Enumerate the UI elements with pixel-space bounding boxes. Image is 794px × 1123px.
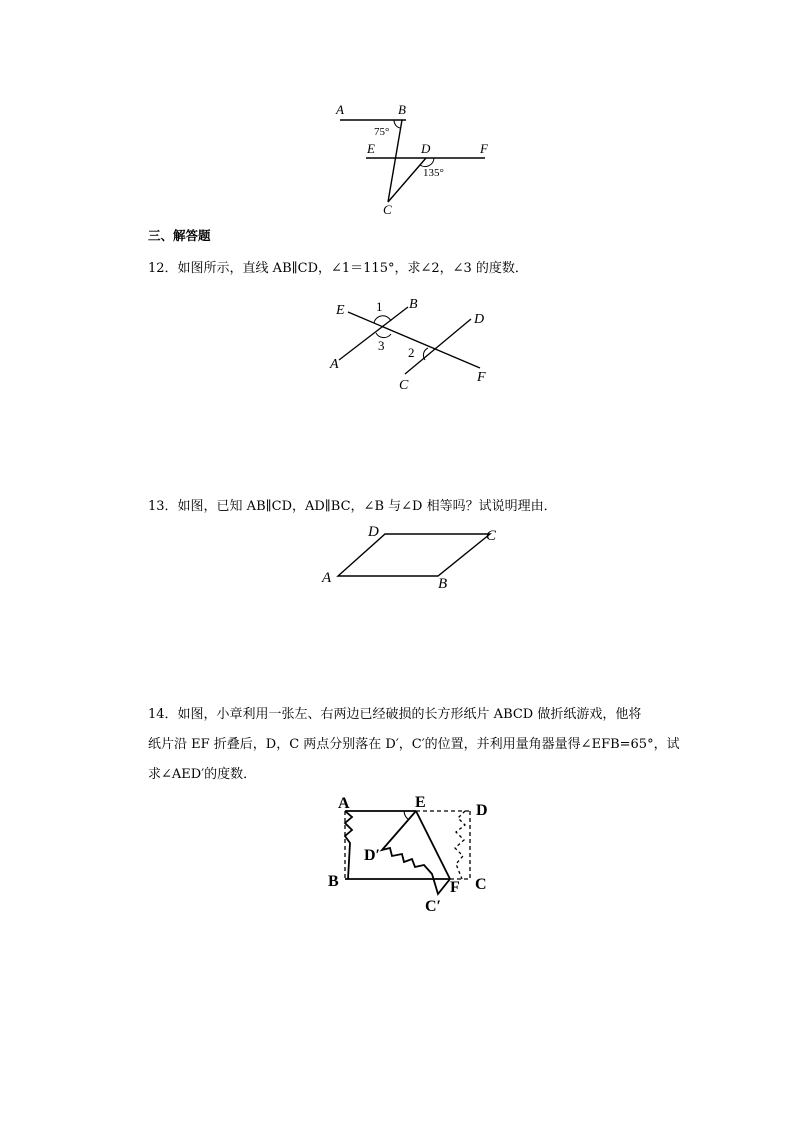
label-f: F — [480, 141, 488, 156]
fold-line-ef — [416, 811, 450, 879]
label-e-q14: E — [415, 794, 426, 811]
label-d-q13: D — [368, 524, 379, 540]
label-d-q12: D — [474, 312, 485, 327]
label-e-q12: E — [336, 303, 345, 318]
angle-arc-b — [394, 120, 400, 128]
folded-flap — [382, 811, 450, 894]
torn-edge-right — [455, 811, 465, 879]
q14-line-3: 求∠AED′的度数． — [148, 767, 257, 782]
label-e: E — [367, 141, 375, 156]
q14-line-1: 14．如图，小章利用一张左、右两边已经破损的长方形纸片 ABCD 做折纸游戏，他将 — [148, 707, 642, 722]
label-a-q13: A — [322, 570, 332, 586]
angle-label-b: 75° — [374, 126, 390, 138]
label-d-q14: D — [476, 802, 488, 819]
label-b-q14: B — [328, 873, 339, 890]
section-heading: 三、解答题 — [148, 228, 211, 243]
angle-arc-2 — [423, 348, 428, 360]
q13-text: 13．如图，已知 AB∥CD，AD∥BC，∠B 与∠D 相等吗？试说明理由． — [148, 499, 557, 514]
label-dprime-q14: D′ — [364, 847, 381, 864]
label-c-q14: C — [475, 876, 487, 893]
angle-arc-3 — [376, 333, 391, 338]
line-cd-q12 — [405, 319, 471, 374]
label-a-q12: A — [330, 357, 339, 372]
q12-text: 12．如图所示，直线 AB∥CD，∠1＝115°，求∠2，∠3 的度数． — [148, 261, 528, 276]
label-f-q14: F — [450, 879, 460, 896]
angle-label-1: 1 — [376, 299, 383, 314]
label-c: C — [383, 202, 392, 217]
label-b-q13: B — [438, 576, 448, 592]
q14-line-2: 纸片沿 EF 折叠后，D，C 两点分别落在 D′，C′的位置，并利用量角器量得∠EFB=65°，试 — [148, 737, 680, 752]
label-c-q13: C — [486, 528, 497, 544]
angle-label-d: 135° — [423, 167, 444, 179]
label-f-q12: F — [477, 370, 486, 385]
figure-q14 — [320, 788, 505, 918]
label-c-q12: C — [399, 378, 409, 393]
label-a-q14: A — [338, 795, 350, 812]
figure-q11 — [330, 98, 500, 218]
angle-label-3: 3 — [378, 338, 385, 353]
label-b-q12: B — [409, 297, 418, 312]
figure-q13 — [318, 520, 508, 592]
label-cprime-q14: C′ — [425, 898, 442, 915]
line-bc — [388, 120, 402, 202]
torn-edge-left — [345, 811, 352, 879]
figure-q12 — [325, 292, 505, 394]
label-b: B — [398, 102, 406, 117]
label-a: A — [336, 102, 344, 117]
parallelogram-abcd — [338, 534, 490, 576]
angle-label-2: 2 — [408, 345, 415, 360]
label-d: D — [421, 141, 431, 156]
